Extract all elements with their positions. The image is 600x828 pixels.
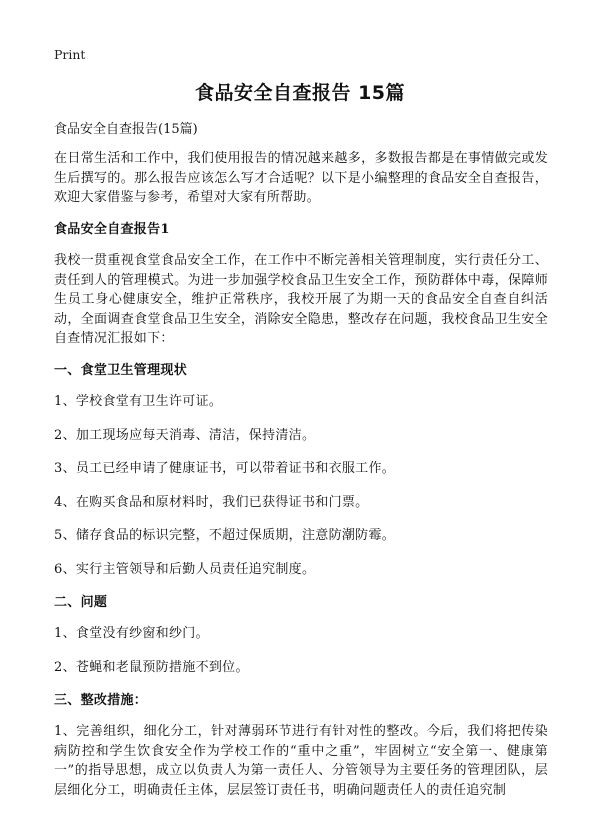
list-item: 5、储存食品的标识完整，不超过保质期，注意防潮防霉。 [54,528,396,543]
list-item: 6、实行主管领导和后勤人员责任追究制度。 [54,561,316,577]
list-item: 4、在购买食品和原材料时，我们已获得证书和门票。 [54,494,369,510]
list-item: 3、员工已经申请了健康证书，可以带着证书和衣服工作。 [54,461,396,476]
section-heading-status: 一、食堂卫生管理现状 [54,363,188,378]
intro-paragraph: 在日常生活和工作中，我们使用报告的情况越来越多，多数报告都是在事情做完或发生后撰写的。那么报告应该怎么写才合适呢？以下是小编整理的食品安全自查报告，欢迎大家借鉴与参考，希望对大家有所帮助。 [54,151,548,205]
measures-paragraph: 1、完善组织，细化分工，针对薄弱环节进行有针对性的整改。今后，我们将把传染病防控和学生饮食安全作为学校工作的“重中之重”，牢固树立“安全第一、健康第一”的指导思想，成立以负责人为第一责任人、分管领导为主要任务的管理团队，层层细化分工，明确责任主体，层层签订责任书，明确问题责任人的责任追究制 [54,724,548,798]
report-intro-paragraph: 我校一贯重视食堂食品安全工作，在工作中不断完善相关管理制度，实行责任分工、责任到人的管理模式。为进一步加强学校食品卫生安全工作，预防群体中毒，保障师生员工身心健康安全，维护正常秩序，我校开展了为期一天的食品安全自查自纠活动，全面调查食堂食品卫生安全，消除安全隐患，整改存在问题，我校食品卫生安全自查情况汇报如下： [54,253,548,346]
document-subtitle: 食品安全自查报告(15篇) [54,122,198,137]
print-link[interactable]: Print [54,47,86,62]
list-item: 1、食堂没有纱窗和纱门。 [54,626,209,641]
section-heading-measures: 三、整改措施： [54,693,148,708]
report-heading: 食品安全自查报告1 [54,222,170,237]
section-heading-problems: 二、问题 [54,595,108,610]
list-item: 2、加工现场应每天消毒、清洁，保持清洁。 [54,427,316,443]
document-title: 食品安全自查报告 15篇 [194,82,406,104]
list-item: 2、苍蝇和老鼠预防措施不到位。 [54,659,249,675]
document-body [54,149,548,813]
list-item: 1、学校食堂有卫生许可证。 [54,394,223,409]
